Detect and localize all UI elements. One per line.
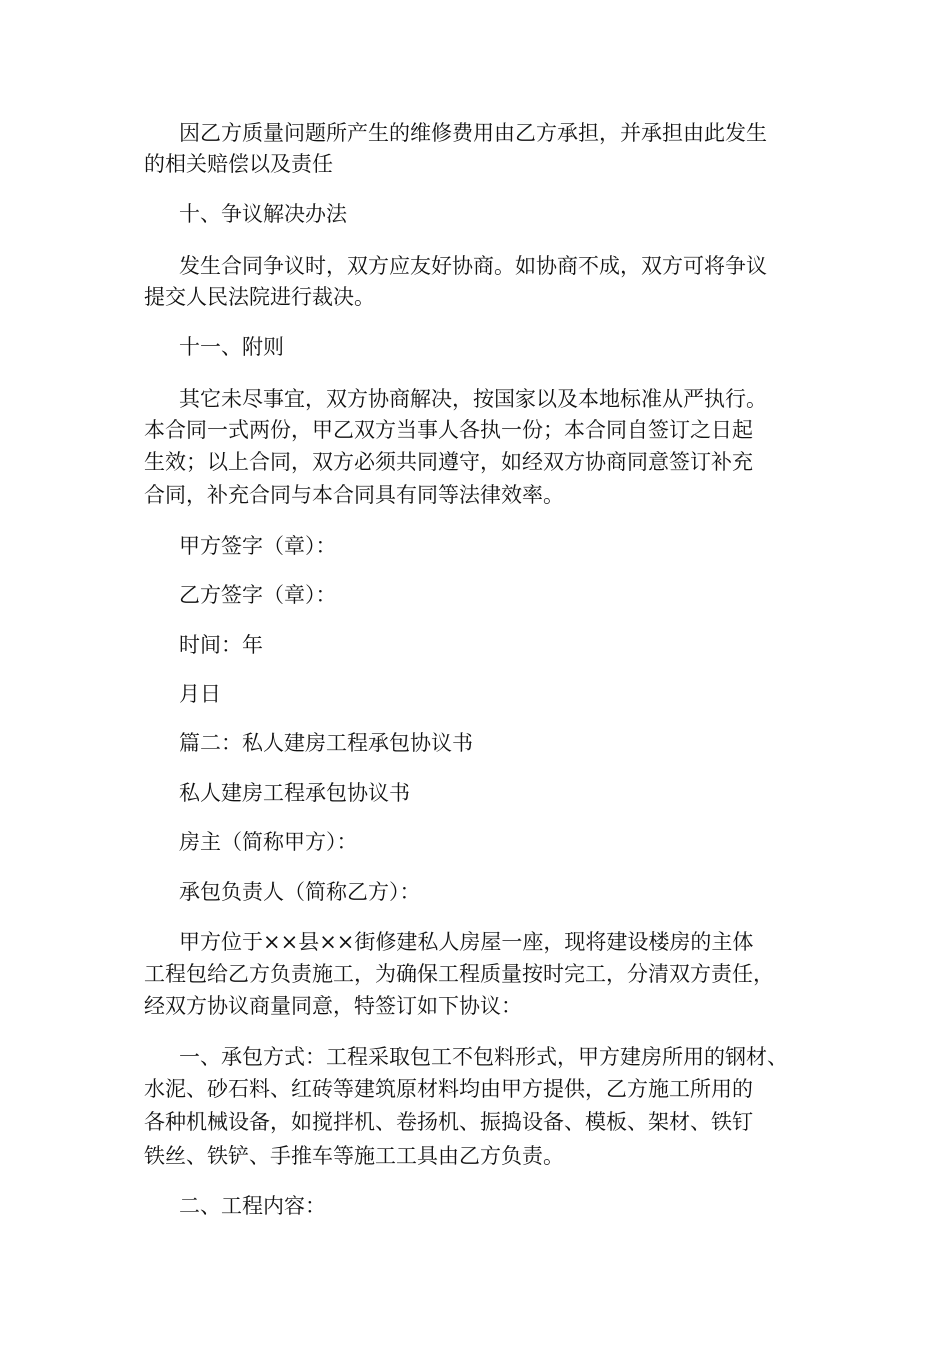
date-line: 时间：年 xyxy=(179,633,263,657)
text-line: 因乙方质量问题所产生的维修费用由乙方承担，并承担由此发生 xyxy=(179,121,767,145)
date-line: 月日 xyxy=(179,682,221,706)
party-b-signature: 乙方签字（章）： xyxy=(179,583,337,607)
section-heading: 二、工程内容： xyxy=(179,1194,326,1218)
text-line: 的相关赔偿以及责任 xyxy=(144,152,333,176)
text-line: 本合同一式两份，甲乙双方当事人各执一份；本合同自签订之日起 xyxy=(144,418,753,442)
text-line: 其它未尽事宜，双方协商解决，按国家以及本地标准从严执行。 xyxy=(179,387,767,411)
text-line: 发生合同争议时，双方应友好协商。如协商不成，双方可将争议 xyxy=(179,254,767,278)
text-line: 合同，补充合同与本合同具有同等法律效率。 xyxy=(144,483,564,507)
text-line: 各种机械设备，如搅拌机、卷扬机、振捣设备、模板、架材、铁钉 xyxy=(144,1110,753,1134)
owner-party-line: 房主（简称甲方）： xyxy=(179,830,358,854)
text-line: 水泥、砂石料、红砖等建筑原材料均由甲方提供，乙方施工所用的 xyxy=(144,1077,753,1101)
party-a-signature: 甲方签字（章）： xyxy=(179,534,337,558)
text-line: 经双方协议商量同意，特签订如下协议： xyxy=(144,994,522,1018)
chapter-heading: 篇二：私人建房工程承包协议书 xyxy=(179,731,473,755)
text-line: 生效；以上合同，双方必须共同遵守，如经双方协商同意签订补充 xyxy=(144,450,753,474)
text-line: 工程包给乙方负责施工，为确保工程质量按时完工，分清双方责任， xyxy=(144,962,774,986)
document-title: 私人建房工程承包协议书 xyxy=(179,781,410,805)
text-line: 提交人民法院进行裁决。 xyxy=(144,285,375,309)
section-heading: 十一、附则 xyxy=(179,335,284,359)
text-line: 一、承包方式：工程采取包工不包料形式，甲方建房所用的钢材、 xyxy=(179,1045,788,1069)
text-line: 甲方位于××县××街修建私人房屋一座，现将建设楼房的主体 xyxy=(179,930,754,954)
section-heading: 十、争议解决办法 xyxy=(179,202,347,226)
contractor-party-line: 承包负责人（简称乙方）： xyxy=(179,880,421,904)
text-line: 铁丝、铁铲、手推车等施工工具由乙方负责。 xyxy=(144,1144,564,1168)
